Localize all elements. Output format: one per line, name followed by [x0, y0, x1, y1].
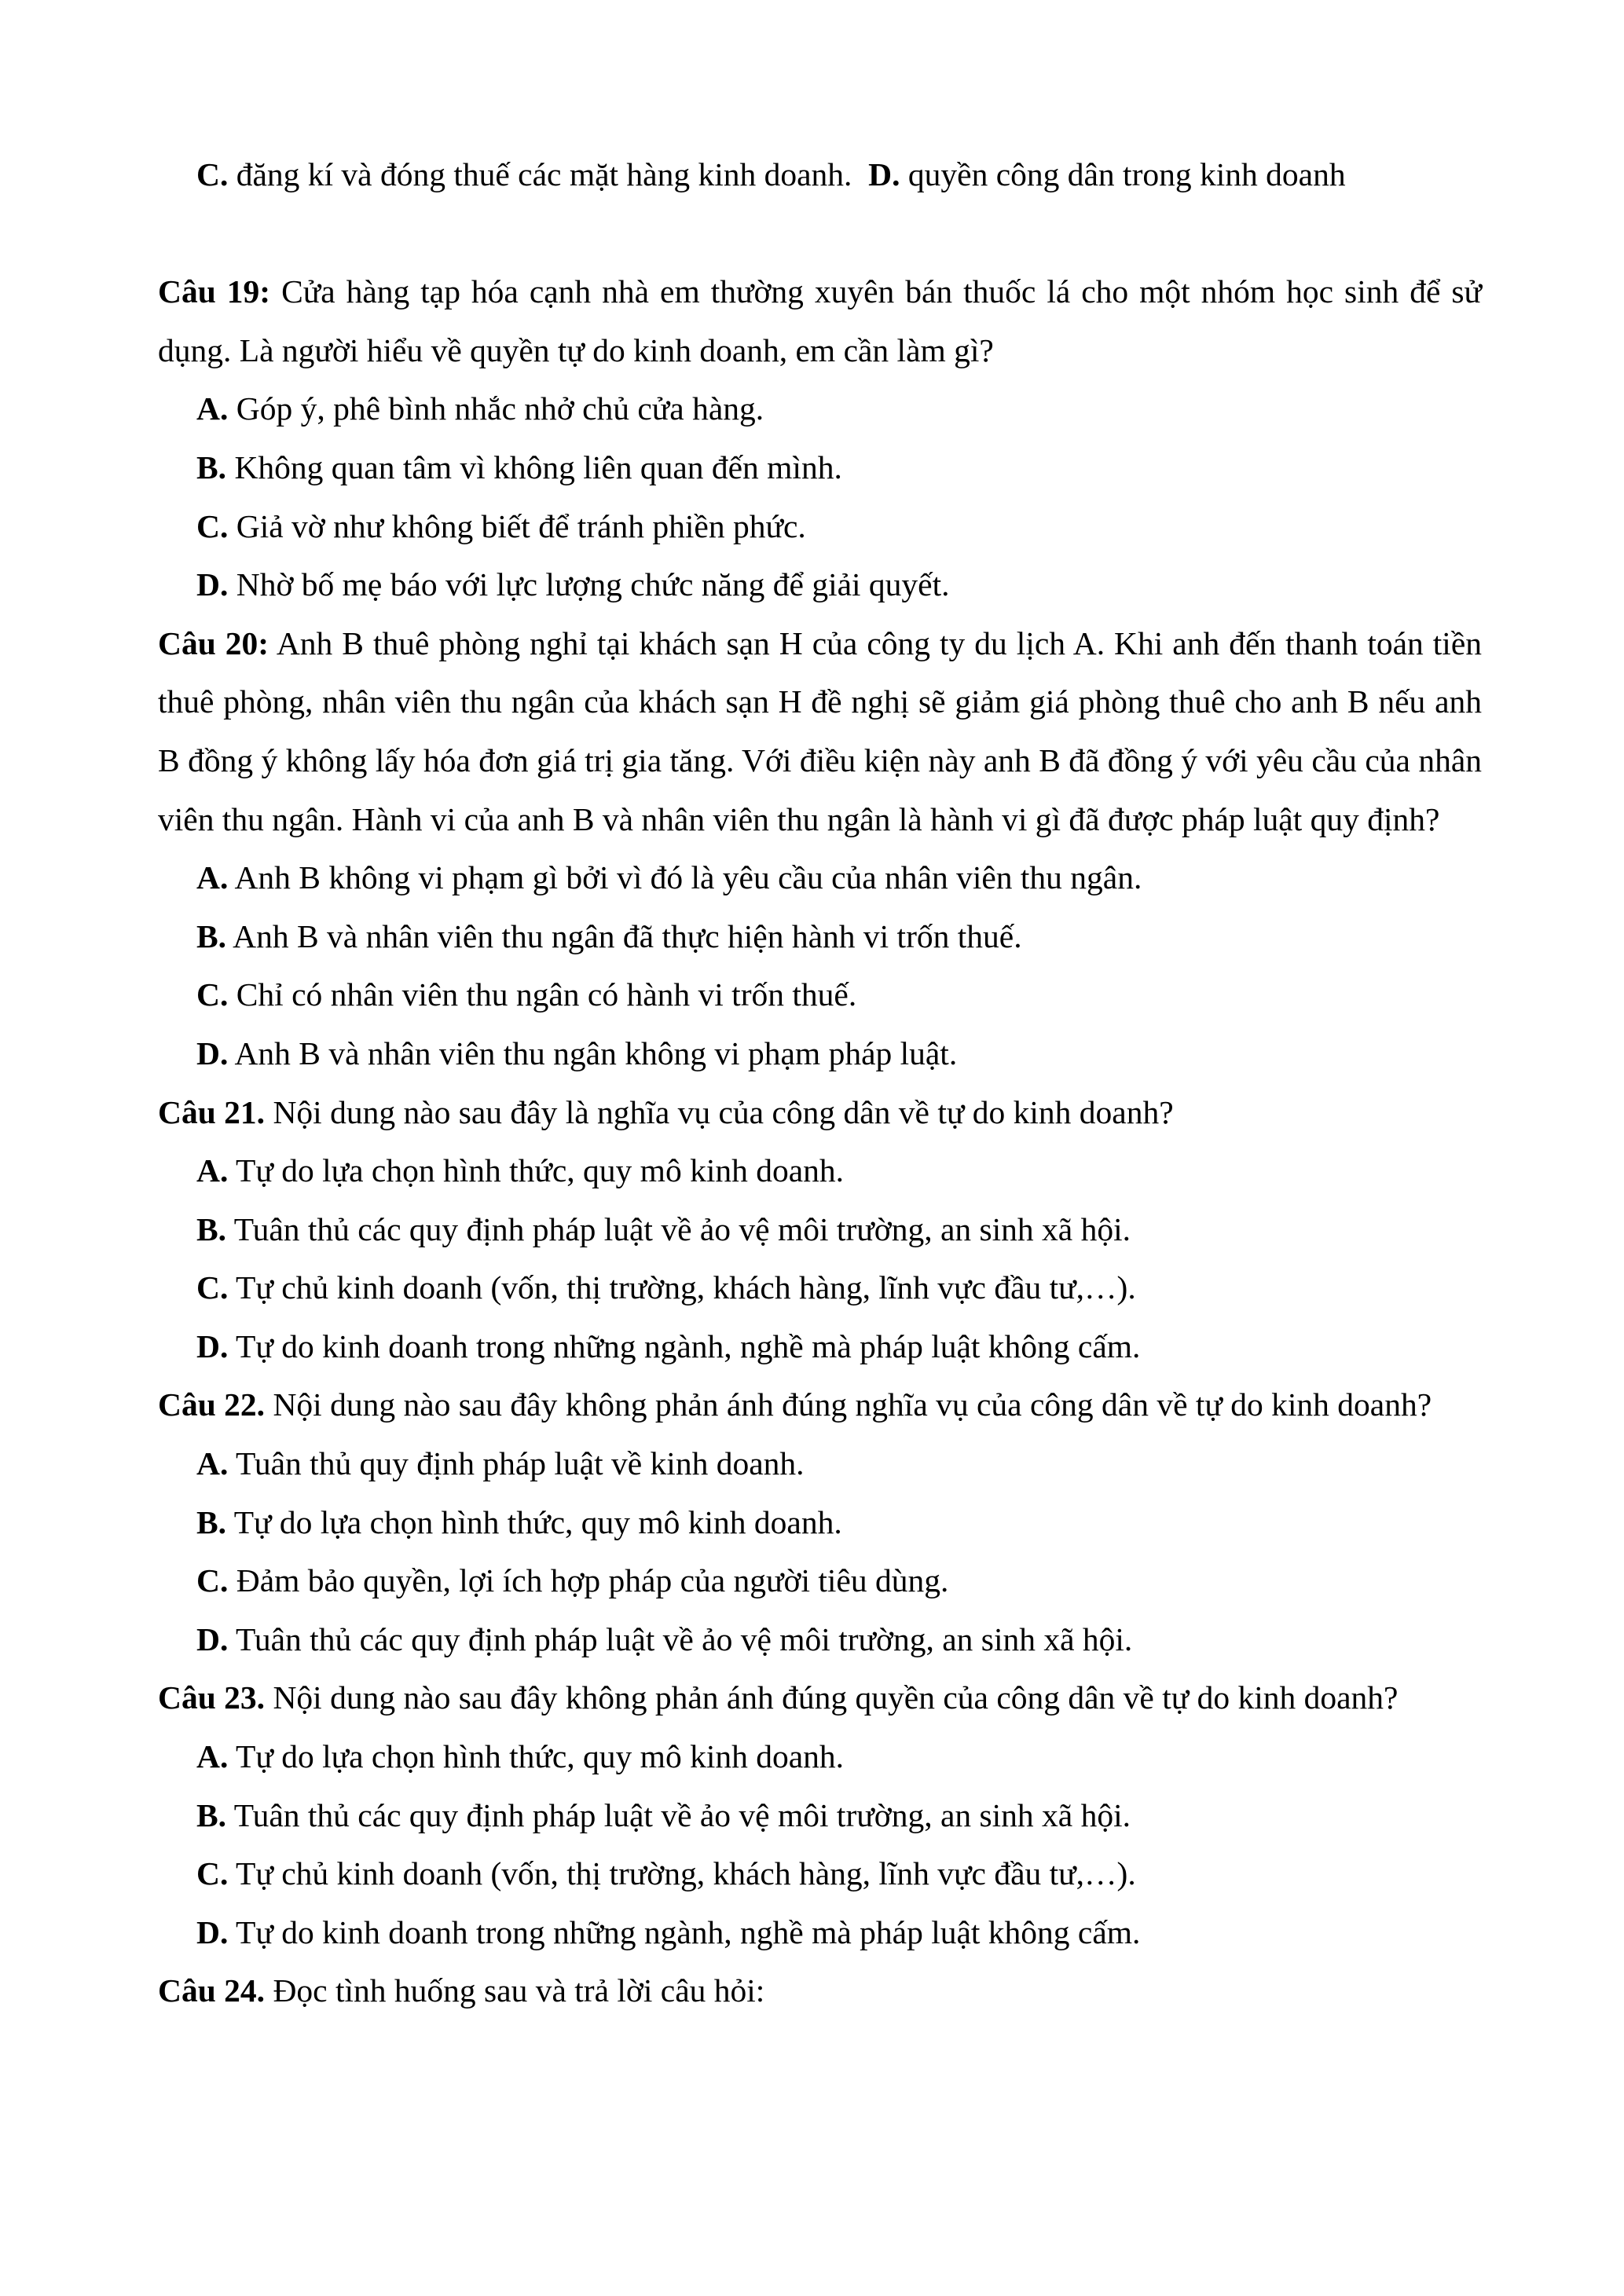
- option-label: D.: [868, 156, 900, 192]
- question-text: Nội dung nào sau đây không phản ánh đúng quyền của công dân về tự do kinh doanh?: [265, 1679, 1399, 1716]
- option-label: D.: [196, 1034, 229, 1071]
- question: [158, 1083, 1482, 1142]
- answer-option: [196, 907, 1482, 966]
- option-label: B.: [196, 1503, 227, 1540]
- answer-option: [196, 1786, 1482, 1845]
- answer-option: [196, 965, 1482, 1024]
- question: [158, 1961, 1482, 2020]
- answer-option: [196, 1317, 1482, 1376]
- question: [158, 262, 1482, 379]
- question: [158, 1668, 1482, 1727]
- option-label: B.: [196, 1796, 227, 1833]
- answer-option: [196, 1434, 1482, 1493]
- answer-option: [196, 1141, 1482, 1200]
- option-text: Anh B và nhân viên thu ngân đã thực hiện hành vi trốn thuế.: [226, 917, 1022, 954]
- option-text: Tự chủ kinh doanh (vốn, thị trường, khách hàng, lĩnh vực đầu tư,…).: [228, 1855, 1136, 1892]
- option-text: Giả vờ như không biết để tránh phiền phức.: [228, 507, 806, 544]
- option-text: Tuân thủ các quy định pháp luật về ảo vệ môi trường, an sinh xã hội.: [228, 1620, 1133, 1657]
- question-text: Cửa hàng tạp hóa cạnh nhà em thường xuyên bán thuốc lá cho một nhóm học sinh để sử dụng. Là người hiểu về quyền tự do kinh doanh, em cần làm gì?: [158, 273, 1482, 368]
- option-text: đăng kí và đóng thuế các mặt hàng kinh doanh.: [228, 156, 869, 192]
- option-text: Tự do lựa chọn hình thức, quy mô kinh doanh.: [228, 1738, 845, 1775]
- answer-option: [196, 497, 1482, 556]
- option-text: Nhờ bố mẹ báo với lực lượng chức năng để giải quyết.: [228, 566, 950, 603]
- option-text: Tuân thủ quy định pháp luật về kinh doanh.: [228, 1445, 805, 1482]
- option-text: Tuân thủ các quy định pháp luật về ảo vệ môi trường, an sinh xã hội.: [226, 1210, 1131, 1247]
- answer-option: [196, 1844, 1482, 1903]
- question-text: Đọc tình huống sau và trả lời câu hỏi:: [265, 1972, 765, 2009]
- option-label: C.: [196, 156, 229, 192]
- answer-option: [196, 1903, 1482, 1962]
- question-text: Nội dung nào sau đây là nghĩa vụ của công dân về tự do kinh doanh?: [265, 1093, 1174, 1130]
- question-text: Nội dung nào sau đây không phản ánh đúng nghĩa vụ của công dân về tự do kinh doanh?: [265, 1386, 1432, 1423]
- option-label: D.: [196, 566, 229, 603]
- option-label: A.: [196, 1152, 229, 1189]
- option-text: Chỉ có nhân viên thu ngân có hành vi trốn thuế.: [228, 976, 857, 1013]
- answer-option: [196, 1610, 1482, 1669]
- option-label: C.: [196, 1269, 229, 1306]
- option-label: D.: [196, 1327, 229, 1364]
- question-label: Câu 21.: [158, 1093, 266, 1130]
- option-text: quyền công dân trong kinh doanh: [900, 156, 1346, 192]
- option-label: A.: [196, 1445, 229, 1482]
- answer-option: [196, 438, 1482, 497]
- option-text: Đảm bảo quyền, lợi ích hợp pháp của người tiêu dùng.: [228, 1562, 949, 1599]
- option-text: Tự do kinh doanh trong những ngành, nghề mà pháp luật không cấm.: [228, 1913, 1141, 1950]
- answer-option: [196, 1727, 1482, 1786]
- option-text: Tự chủ kinh doanh (vốn, thị trường, khách hàng, lĩnh vực đầu tư,…).: [228, 1269, 1136, 1306]
- question-label: Câu 19:: [158, 273, 271, 310]
- option-label: C.: [196, 976, 229, 1013]
- option-label: C.: [196, 1855, 229, 1892]
- answer-option: [196, 379, 1482, 438]
- option-label: B.: [196, 1210, 227, 1247]
- option-label: B.: [196, 449, 227, 485]
- previous-question-options: [196, 145, 1482, 204]
- option-text: Không quan tâm vì không liên quan đến mình.: [226, 449, 842, 485]
- option-text: Tự do kinh doanh trong những ngành, nghề mà pháp luật không cấm.: [228, 1327, 1141, 1364]
- spacer: [158, 204, 1482, 263]
- option-text: Anh B và nhân viên thu ngân không vi phạm pháp luật.: [228, 1034, 958, 1071]
- option-label: C.: [196, 1562, 229, 1599]
- option-text: Tự do lựa chọn hình thức, quy mô kinh doanh.: [228, 1152, 845, 1189]
- option-label: A.: [196, 1738, 229, 1775]
- document-page: [158, 145, 1482, 2020]
- question-label: Câu 22.: [158, 1386, 266, 1423]
- question-text: Anh B thuê phòng nghỉ tại khách sạn H của công ty du lịch A. Khi anh đến thanh toán tiền thuê phòng, nhân viên thu ngân của khách sạn H đề nghị sẽ giảm giá phòng thuê cho anh B nếu anh B đồng ý không lấy hóa đơn giá trị gia tăng. Với điều kiện này anh B đã đồng ý với yêu cầu của nhân viên thu ngân. Hành vi của anh B và nhân viên thu ngân là hành vi gì đã được pháp luật quy định?: [158, 624, 1482, 837]
- option-text: Góp ý, phê bình nhắc nhở chủ cửa hàng.: [228, 390, 764, 427]
- option-text: Anh B không vi phạm gì bởi vì đó là yêu cầu của nhân viên thu ngân.: [228, 859, 1142, 896]
- question: [158, 614, 1482, 848]
- option-label: D.: [196, 1620, 229, 1657]
- answer-option: [196, 1024, 1482, 1083]
- option-text: Tuân thủ các quy định pháp luật về ảo vệ môi trường, an sinh xã hội.: [226, 1796, 1131, 1833]
- option-label: B.: [196, 917, 227, 954]
- question: [158, 1375, 1482, 1434]
- option-label: A.: [196, 859, 229, 896]
- answer-option: [196, 848, 1482, 907]
- answer-option: [196, 1551, 1482, 1610]
- question-label: Câu 20:: [158, 624, 269, 661]
- answer-option: [196, 1258, 1482, 1317]
- option-label: D.: [196, 1913, 229, 1950]
- answer-option: [196, 1493, 1482, 1552]
- question-label: Câu 23.: [158, 1679, 266, 1716]
- question-label: Câu 24.: [158, 1972, 266, 2009]
- answer-option: [196, 555, 1482, 614]
- option-label: A.: [196, 390, 229, 427]
- option-text: Tự do lựa chọn hình thức, quy mô kinh doanh.: [226, 1503, 842, 1540]
- question-list: [158, 262, 1482, 2020]
- option-label: C.: [196, 507, 229, 544]
- answer-option: [196, 1200, 1482, 1259]
